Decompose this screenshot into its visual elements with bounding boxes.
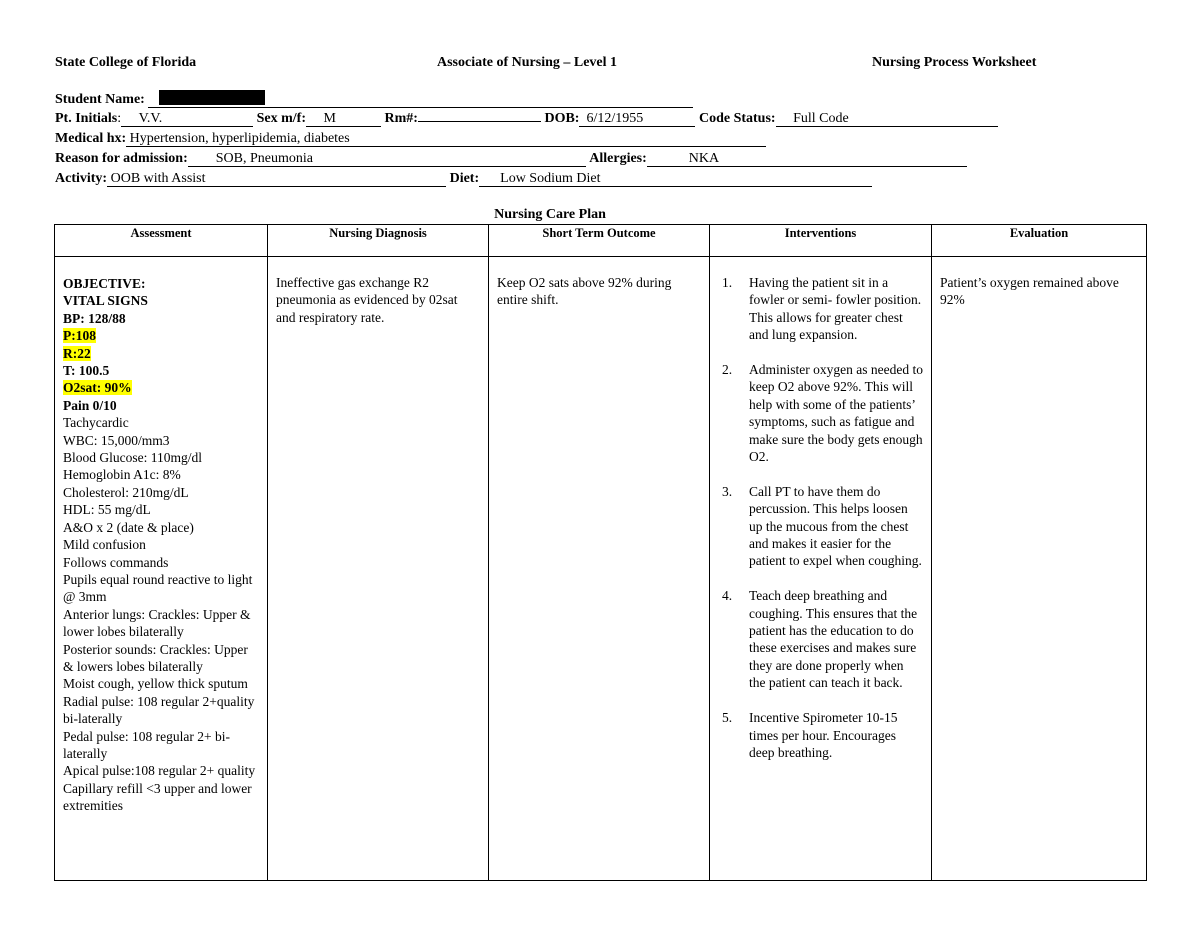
student-name-field[interactable]: [148, 90, 693, 108]
col-nursing-diagnosis: Nursing Diagnosis: [268, 225, 489, 257]
allergies-field[interactable]: [647, 151, 967, 167]
pt-initials-value: V.V.: [138, 111, 163, 126]
intervention-item: [718, 361, 923, 465]
program-name: Associate of Nursing – Level 1: [437, 55, 618, 70]
intervention-number: 1.: [722, 275, 733, 290]
intervention-text: Call PT to have them do percussion. This helps loosen up the mucous from the chest and makes it easier for the patient to expel when coughing.: [749, 483, 922, 569]
col-short-term-outcome: Short Term Outcome: [489, 225, 710, 257]
diet-field[interactable]: [479, 171, 872, 187]
reason-value: SOB, Pneumonia: [215, 151, 313, 166]
finding-item: WBC: 15,000/mm3: [63, 432, 170, 448]
finding-item: Pedal pulse: 108 regular 2+ bi-laterally: [63, 728, 230, 761]
vital-pulse: P:108: [63, 328, 96, 344]
intervention-number: 3.: [722, 483, 733, 499]
finding-item: Moist cough, yellow thick sputum: [63, 676, 248, 692]
dob-field[interactable]: [579, 111, 695, 127]
patient-id-line: Pt. Initials: V.V. Sex m/f: M Rm#: DOB: 6/12/1955 Code Status: Full Code: [55, 110, 998, 128]
care-plan-header-row: [55, 225, 1147, 257]
allergies-label: Allergies:: [589, 151, 647, 166]
finding-item: HDL: 55 mg/dL: [63, 502, 151, 518]
sex-field[interactable]: [306, 111, 381, 127]
col-evaluation: Evaluation: [932, 225, 1147, 257]
col-assessment: Assessment: [55, 225, 268, 257]
vital-resp: R:22: [63, 345, 91, 361]
reason-field[interactable]: [188, 151, 586, 167]
school-name: State College of Florida: [55, 55, 197, 70]
student-name-line: [55, 90, 693, 109]
medical-hx-label: Medical hx:: [55, 131, 127, 146]
finding-item: Tachycardic: [63, 415, 129, 431]
dob-value: 6/12/1955: [586, 111, 644, 126]
care-plan-table: [54, 224, 1147, 881]
intervention-text: Teach deep breathing and coughing. This ensures that the patient has the education to do these exercises and makes sure they are done properly when the patient can teach it back.: [749, 588, 918, 691]
outcome-text: Keep O2 sats above 92% during entire shift.: [497, 275, 672, 308]
finding-item: Pupils equal round reactive to light @ 3mm: [63, 571, 253, 605]
diagnosis-cell[interactable]: [268, 257, 489, 881]
evaluation-cell[interactable]: [932, 257, 1147, 881]
room-field[interactable]: [418, 121, 541, 122]
diet-value: Low Sodium Diet: [500, 171, 601, 186]
finding-item: Blood Glucose: 110mg/dl: [63, 450, 202, 466]
activity-value: OOB with Assist: [110, 171, 206, 186]
medical-hx-line: [55, 130, 766, 148]
finding-item: Posterior sounds: Crackles: Upper & lowers lobes bilaterally: [63, 641, 248, 674]
intervention-number: 4.: [722, 588, 733, 604]
sex-value: M: [323, 111, 336, 126]
room-label: Rm#:: [384, 111, 418, 126]
finding-item: Mild confusion: [63, 537, 146, 553]
code-status-field[interactable]: [776, 111, 998, 127]
finding-item: Apical pulse:108 regular 2+ quality: [63, 763, 256, 779]
sex-label: Sex m/f:: [256, 111, 307, 126]
admission-line: [55, 150, 967, 168]
interventions-list: [718, 274, 923, 761]
care-plan-title: Nursing Care Plan: [494, 207, 606, 222]
intervention-item: [718, 274, 923, 344]
activity-line: [55, 170, 872, 188]
evaluation-text: Patient’s oxygen remained above 92%: [940, 275, 1119, 308]
diagnosis-text: Ineffective gas exchange R2 pneumonia as evidenced by 02sat and respiratory rate.: [276, 275, 458, 325]
assessment-cell[interactable]: [55, 257, 268, 881]
care-plan-row: [55, 257, 1147, 881]
vitals-heading: VITAL SIGNS: [63, 293, 148, 309]
interventions-cell[interactable]: [710, 257, 932, 881]
finding-item: Cholesterol: 210mg/dL: [63, 484, 189, 500]
outcome-cell[interactable]: [489, 257, 710, 881]
finding-item: A&O x 2 (date & place): [63, 519, 194, 535]
finding-item: Follows commands: [63, 554, 169, 570]
vital-o2sat: O2sat: 90%: [63, 380, 132, 396]
intervention-text: Administer oxygen as needed to keep O2 above 92%. This will help with some of the patients’ symptoms, such as fatigue and make sure the body gets enough O2.: [749, 362, 923, 465]
objective-heading: OBJECTIVE:: [63, 276, 146, 291]
vital-temp: T: 100.5: [63, 363, 110, 379]
col-interventions: Interventions: [710, 225, 932, 257]
pt-initials-label: Pt. Initials: [55, 111, 118, 126]
vital-bp: BP: 128/88: [63, 310, 126, 326]
intervention-text: Having the patient sit in a fowler or semi- fowler position. This allows for greater chest and lung expansion.: [749, 275, 922, 343]
intervention-item: [718, 483, 923, 570]
redacted-name: [159, 90, 265, 105]
pt-initials-field[interactable]: [121, 111, 253, 127]
code-status-value: Full Code: [793, 111, 849, 126]
reason-label: Reason for admission:: [55, 151, 188, 166]
finding-item: Capillary refill <3 upper and lower extremities: [63, 780, 252, 814]
medical-hx-field[interactable]: [126, 131, 766, 147]
dob-label: DOB:: [544, 111, 580, 126]
activity-field[interactable]: [107, 171, 446, 187]
allergies-value: NKA: [688, 151, 720, 166]
intervention-number: 5.: [722, 710, 733, 726]
finding-item: Radial pulse: 108 regular 2+quality bi-laterally: [63, 693, 255, 727]
finding-item: Hemoglobin A1c: 8%: [63, 467, 181, 483]
student-name-label: Student Name:: [55, 92, 145, 107]
medical-hx-value: Hypertension, hyperlipidemia, diabetes: [129, 131, 350, 146]
vital-pain: Pain 0/10: [63, 397, 117, 413]
activity-label: Activity:: [55, 171, 108, 186]
finding-item: Anterior lungs: Crackles: Upper & lower lobes bilaterally: [63, 606, 251, 640]
code-status-label: Code Status:: [698, 111, 776, 126]
intervention-item: [718, 709, 923, 761]
intervention-text: Incentive Spirometer 10-15 times per hour. Encourages deep breathing.: [749, 710, 898, 760]
intervention-number: 2.: [722, 362, 733, 378]
diet-label: Diet:: [449, 171, 480, 186]
intervention-item: [718, 587, 923, 691]
form-title: Nursing Process Worksheet: [872, 55, 1037, 70]
